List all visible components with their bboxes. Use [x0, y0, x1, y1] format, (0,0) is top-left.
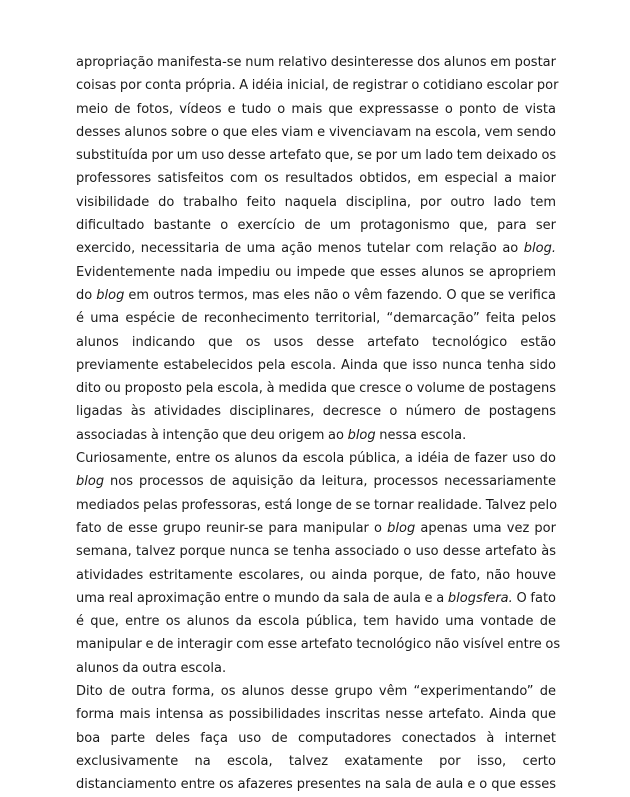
text-segment: boa parte deles faça uso de computadores conectados à internet [76, 730, 556, 746]
text-line [76, 237, 556, 260]
text-line [76, 284, 556, 307]
text-line [76, 121, 556, 144]
text-segment: semana, talvez porque nunca se tenha associado o uso desse artefato às [76, 544, 556, 560]
text-line [76, 191, 556, 214]
text-segment: distanciamento entre os afazeres presentes na sala de aula e o que esses [76, 777, 556, 793]
text-segment: exclusivamente na escola, talvez exatamente por isso, certo [76, 753, 556, 769]
text-segment: mediados pelas professoras, está longe de se tornar realidade. Talvez pelo [76, 497, 558, 513]
text-line [76, 750, 556, 773]
text-segment: apenas uma vez por [415, 520, 556, 536]
italic-term: blog [347, 427, 376, 443]
text-line [76, 447, 556, 470]
text-segment: do [76, 287, 97, 303]
text-segment: alunos indicando que os usos desse artefato tecnológico estão [76, 334, 556, 350]
italic-term: blog [387, 520, 416, 536]
text-line [76, 354, 556, 377]
italic-term: blog [96, 287, 125, 303]
text-segment: O fato [512, 590, 556, 606]
text-line [76, 680, 556, 703]
text-line [76, 773, 556, 796]
text-line [76, 657, 556, 680]
text-segment: é uma espécie de reconhecimento territorial, “demarcação” feita pelos [76, 311, 556, 327]
text-line [76, 214, 556, 237]
text-line [76, 400, 556, 423]
document-page [76, 51, 561, 797]
text-segment: previamente estabelecidos pela escola. Ainda que isso nunca tenha sido [76, 357, 556, 373]
text-line [76, 610, 556, 633]
text-segment: é que, entre os alunos da escola pública, tem havido uma vontade de [76, 614, 556, 630]
text-line [76, 377, 556, 400]
text-segment: Evidentemente nada impediu ou impede que esses alunos se apropriem [76, 264, 556, 280]
text-segment: exercido, necessitaria de uma ação menos tutelar com relação ao [76, 241, 524, 257]
text-line [76, 470, 556, 493]
text-segment: dificultado bastante o exercício de um protagonismo que, para ser [76, 218, 556, 234]
text-segment: alunos da outra escola. [76, 660, 227, 676]
text-segment: coisas por conta própria. A idéia inicial, de registrar o cotidiano escolar por [76, 78, 559, 94]
text-segment: manipular e de interagir com esse artefato tecnológico não visível entre os [76, 637, 561, 653]
text-segment: nessa escola. [375, 427, 467, 443]
text-line [76, 633, 561, 656]
text-line [76, 51, 556, 74]
text-line [76, 540, 556, 563]
text-segment: Dito de outra forma, os alunos desse grupo vêm “experimentando” de [76, 684, 556, 700]
text-segment: associadas à intenção que deu origem ao [76, 427, 348, 443]
text-segment: Curiosamente, entre os alunos da escola pública, a idéia de fazer uso do [76, 451, 556, 467]
text-line [76, 727, 556, 750]
text-segment: ligadas às atividades disciplinares, decresce o número de postagens [76, 404, 556, 420]
text-line [76, 74, 559, 97]
text-line [76, 144, 556, 167]
italic-term: blogsfera. [447, 590, 513, 606]
text-segment: fato de esse grupo reunir-se para manipular o [76, 520, 388, 536]
text-line [76, 331, 556, 354]
text-segment: apropriação manifesta-se num relativo desinteresse dos alunos em postar [76, 55, 556, 70]
text-segment: atividades estritamente escolares, ou ainda porque, de fato, não houve [76, 567, 556, 583]
text-line [76, 494, 556, 517]
text-segment: forma mais intensa as possibilidades inscritas nesse artefato. Ainda que [76, 707, 556, 723]
text-segment: meio de fotos, vídeos e tudo o mais que expressasse o ponto de vista [76, 101, 556, 117]
text-segment: em outros termos, mas eles não o vêm fazendo. O que se verifica [124, 287, 556, 303]
text-segment: nos processos de aquisição da leitura, processos necessariamente [104, 474, 556, 490]
body-text [76, 51, 561, 797]
text-line [76, 587, 556, 610]
text-segment: dito ou proposto pela escola, à medida que cresce o volume de postagens [76, 381, 556, 397]
italic-term: blog [76, 474, 105, 490]
text-segment: professores satisfeitos com os resultados obtidos, em especial a maior [76, 171, 556, 187]
text-line [76, 307, 556, 330]
text-line [76, 98, 556, 121]
text-line [76, 564, 556, 587]
text-segment: visibilidade do trabalho feito naquela disciplina, por outro lado tem [76, 194, 556, 210]
text-line [76, 703, 556, 726]
text-segment: desses alunos sobre o que eles viam e vivenciavam na escola, vem sendo [76, 124, 556, 140]
text-segment: substituída por um uso desse artefato que, se por um lado tem deixado os [76, 148, 557, 164]
italic-term: blog. [523, 241, 556, 257]
text-line [76, 424, 556, 447]
text-line [76, 517, 556, 540]
text-line [76, 261, 556, 284]
text-segment: uma real aproximação entre o mundo da sala de aula e a [76, 590, 448, 606]
text-line [76, 167, 556, 190]
